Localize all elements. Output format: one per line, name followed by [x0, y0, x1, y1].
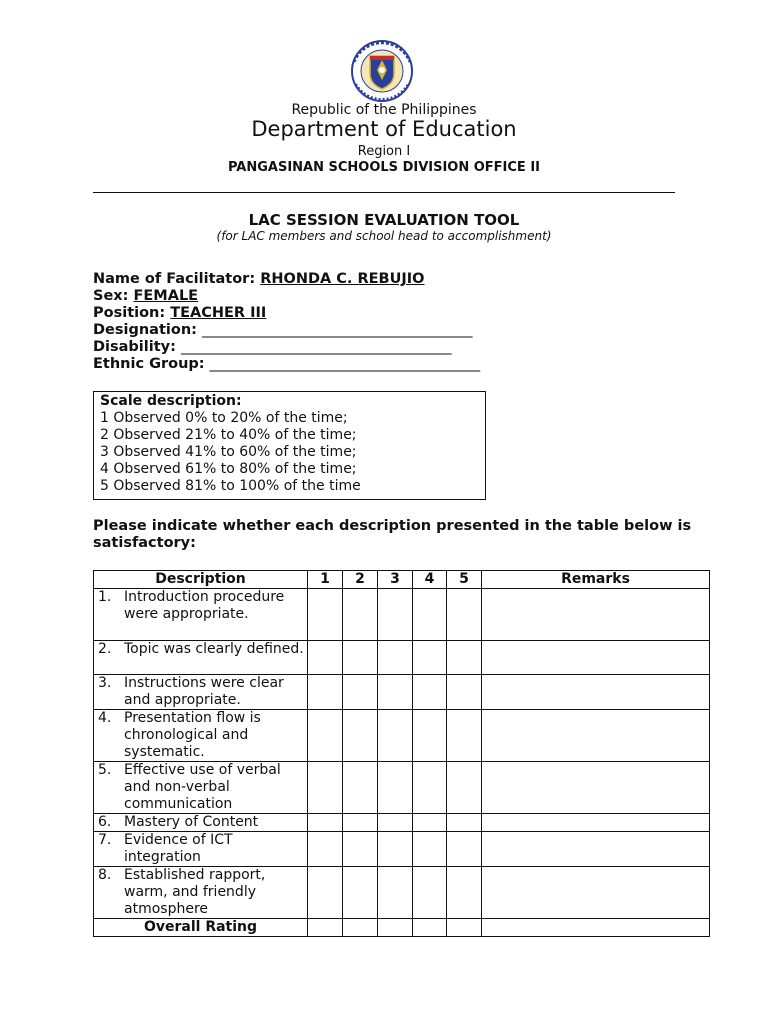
item-number: 6. [98, 814, 112, 830]
score-cell[interactable] [413, 832, 447, 867]
score-cell[interactable] [308, 762, 343, 814]
remarks-cell[interactable] [482, 867, 710, 919]
designation-label: Designation: [93, 322, 202, 338]
score-cell[interactable] [343, 589, 378, 641]
table-row [94, 641, 710, 675]
score-cell[interactable] [308, 589, 343, 641]
header-score-2: 2 [343, 571, 378, 589]
score-cell[interactable] [308, 832, 343, 867]
item-text: Presentation flow is chronological and systematic. [124, 710, 261, 760]
item-text: Topic was clearly defined. [124, 641, 304, 657]
score-cell[interactable] [308, 675, 343, 710]
item-number: 2. [98, 641, 112, 657]
item-number: 4. [98, 710, 112, 726]
scale-line: 2 Observed 21% to 40% of the time; [100, 427, 357, 443]
score-cell[interactable] [413, 675, 447, 710]
score-cell[interactable] [343, 814, 378, 832]
header-remarks: Remarks [482, 571, 710, 589]
score-cell[interactable] [447, 919, 482, 937]
score-cell[interactable] [413, 867, 447, 919]
score-cell[interactable] [447, 589, 482, 641]
header-score-5: 5 [447, 571, 482, 589]
scale-line: 4 Observed 61% to 80% of the time; [100, 461, 357, 477]
item-number: 7. [98, 832, 112, 848]
score-cell[interactable] [413, 589, 447, 641]
scale-heading: Scale description: [100, 393, 242, 409]
disability-row [93, 339, 480, 356]
table-row [94, 675, 710, 710]
remarks-cell[interactable] [482, 814, 710, 832]
ethnic-label: Ethnic Group: [93, 356, 210, 372]
disability-blank: ________________________________________ [180, 339, 451, 355]
score-cell[interactable] [308, 919, 343, 937]
evaluation-table [93, 570, 710, 937]
item-text: Introduction procedure were appropriate. [124, 589, 285, 622]
remarks-cell[interactable] [482, 589, 710, 641]
item-number: 1. [98, 589, 112, 605]
region-line: Region I [357, 144, 411, 159]
table-row [94, 589, 710, 641]
score-cell[interactable] [413, 710, 447, 762]
header-score-1: 1 [308, 571, 343, 589]
score-cell[interactable] [447, 710, 482, 762]
score-cell[interactable] [308, 867, 343, 919]
item-number: 5. [98, 762, 112, 778]
item-text: Established rapport, warm, and friendly atmosphere [124, 867, 266, 917]
facilitator-info [93, 271, 480, 373]
position-row [93, 305, 480, 322]
republic-line: Republic of the Philippines [291, 102, 477, 118]
remarks-cell[interactable] [482, 710, 710, 762]
tool-title: LAC SESSION EVALUATION TOOL [248, 211, 520, 229]
remarks-cell[interactable] [482, 641, 710, 675]
remarks-cell[interactable] [482, 832, 710, 867]
score-cell[interactable] [413, 919, 447, 937]
header-score-4: 4 [413, 571, 447, 589]
score-cell[interactable] [447, 867, 482, 919]
instruction-text: Please indicate whether each description presented in the table below is satisfactory: [93, 518, 692, 551]
score-cell[interactable] [308, 710, 343, 762]
remarks-cell[interactable] [482, 762, 710, 814]
score-cell[interactable] [378, 641, 413, 675]
score-cell[interactable] [378, 867, 413, 919]
item-text: Effective use of verbal and non-verbal communication [124, 762, 281, 812]
table-header-row [94, 571, 710, 589]
score-cell[interactable] [343, 641, 378, 675]
score-cell[interactable] [378, 814, 413, 832]
designation-row [93, 322, 480, 339]
facilitator-label: Name of Facilitator: [93, 271, 261, 287]
overall-rating-row [94, 919, 710, 937]
remarks-cell[interactable] [482, 675, 710, 710]
table-row [94, 867, 710, 919]
sex-label: Sex: [93, 288, 134, 304]
disability-label: Disability: [93, 339, 181, 355]
scale-line: 3 Observed 41% to 60% of the time; [100, 444, 357, 460]
table-row [94, 762, 710, 814]
position-label: Position: [93, 305, 171, 321]
scale-line: 1 Observed 0% to 20% of the time; [100, 410, 348, 426]
sex-row [93, 288, 480, 305]
score-cell[interactable] [378, 675, 413, 710]
item-number: 3. [98, 675, 112, 691]
scale-description-box [93, 391, 486, 500]
score-cell[interactable] [343, 919, 378, 937]
item-text: Evidence of ICT integration [124, 832, 233, 865]
table-row [94, 710, 710, 762]
sex-value: FEMALE [133, 288, 199, 304]
score-cell[interactable] [343, 832, 378, 867]
score-cell[interactable] [447, 641, 482, 675]
item-text: Instructions were clear and appropriate. [124, 675, 284, 708]
score-cell[interactable] [447, 675, 482, 710]
table-row [94, 832, 710, 867]
position-value: TEACHER III [170, 305, 267, 321]
table-row [94, 814, 710, 832]
score-cell[interactable] [447, 762, 482, 814]
overall-rating-label: Overall Rating [94, 919, 308, 937]
scale-line: 5 Observed 81% to 100% of the time [100, 478, 361, 494]
score-cell[interactable] [308, 641, 343, 675]
designation-blank: ________________________________________ [202, 322, 472, 338]
score-cell[interactable] [378, 832, 413, 867]
department-title: Department of Education [251, 117, 517, 141]
deped-seal [340, 40, 424, 102]
score-cell[interactable] [413, 762, 447, 814]
item-number: 8. [98, 867, 112, 883]
division-line: PANGASINAN SCHOOLS DIVISION OFFICE II [227, 160, 541, 175]
remarks-cell[interactable] [482, 919, 710, 937]
score-cell[interactable] [378, 710, 413, 762]
ethnic-row [93, 356, 480, 373]
ethnic-blank: ________________________________________ [209, 356, 480, 372]
score-cell[interactable] [343, 675, 378, 710]
header-score-3: 3 [378, 571, 413, 589]
item-text: Mastery of Content [124, 814, 259, 830]
header-description: Description [94, 571, 308, 589]
score-cell[interactable] [343, 867, 378, 919]
score-cell[interactable] [308, 814, 343, 832]
score-cell[interactable] [378, 762, 413, 814]
facilitator-row [93, 271, 480, 288]
score-cell[interactable] [447, 832, 482, 867]
score-cell[interactable] [413, 814, 447, 832]
tool-subtitle: (for LAC members and school head to accomplishment) [216, 229, 552, 243]
score-cell[interactable] [343, 710, 378, 762]
score-cell[interactable] [447, 814, 482, 832]
score-cell[interactable] [413, 641, 447, 675]
score-cell[interactable] [378, 589, 413, 641]
facilitator-value: RHONDA C. REBUJIO [260, 271, 425, 287]
score-cell[interactable] [378, 919, 413, 937]
header-divider [93, 192, 675, 193]
score-cell[interactable] [343, 762, 378, 814]
